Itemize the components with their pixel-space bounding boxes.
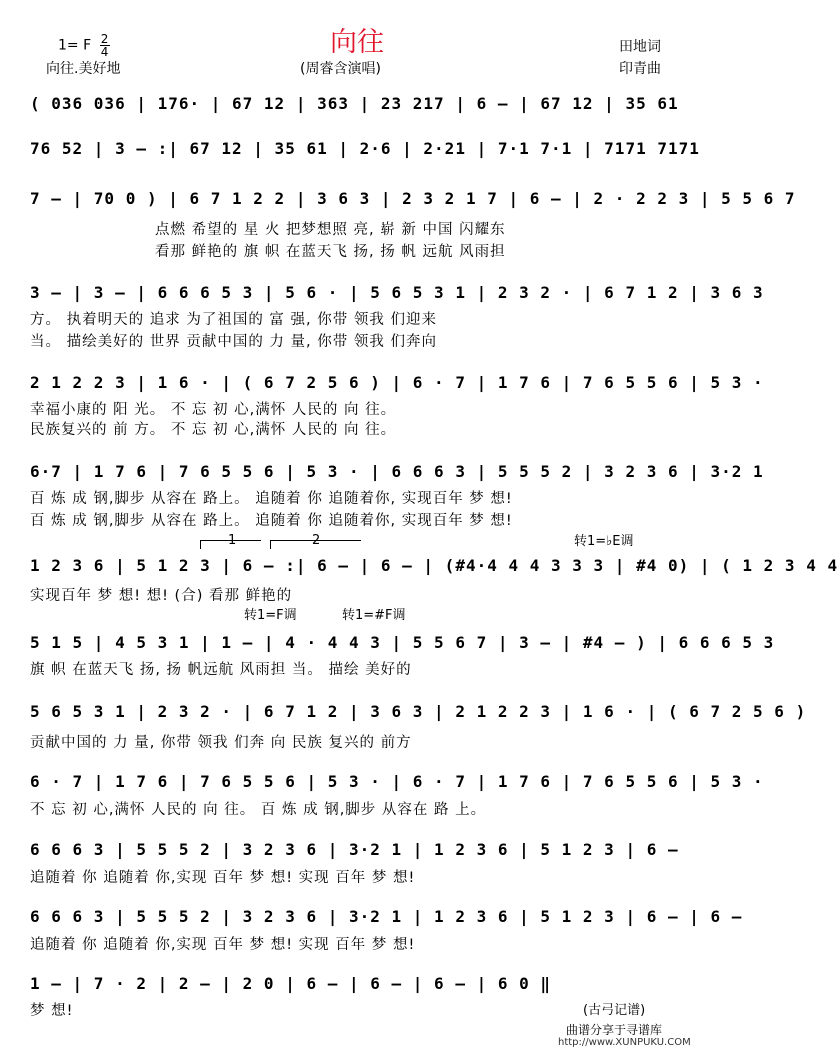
first-ending-number: 1 [228,533,237,548]
notation-line-4: 3 – | 3 – | 6 6 6 5 3 | 5 6 · | 5 6 5 3 1 | 2 3 2 · | 6 7 1 2 | 3 6 3 [30,283,764,302]
modulation-label-1: 转1=♭E调 [574,534,634,549]
notation-line-2: 76 52 | 3 – :| 67 12 | 35 61 | 2·6 | 2·21 | 7·1 7·1 | 7171 7171 [30,139,700,158]
notation-line-1: ( 036 036 | 176· | 67 12 | 363 | 23 217 | 6 – | 67 12 | 35 61 [30,94,679,113]
lyric-line-3a: 点燃 希望的 星 火 把梦想照 亮, 崭 新 中国 闪耀东 [155,222,506,238]
lyric-line-6a: 百 炼 成 钢,脚步 从容在 路上。 追随着 你 追随着你, 实现百年 梦 想! [30,491,513,507]
lyric-line-6b: 百 炼 成 钢,脚步 从容在 路上。 追随着 你 追随着你, 实现百年 梦 想! [30,513,513,529]
modulation-label-2: 转1=F调 [244,608,297,623]
notation-line-7: 1 2 3 6 | 5 1 2 3 | 6 – :| 6 – | 6 – | (#4·4 4 4 3 3 3 | #4 0) | ( 1 2 3 4 4 [30,556,838,575]
notation-line-12: 6 6 6 3 | 5 5 5 2 | 3 2 3 6 | 3·2 1 | 1 2 3 6 | 5 1 2 3 | 6 – | 6 – [30,907,743,926]
second-ending-number: 2 [312,533,321,548]
footer-url: http://www.XUNPUKU.COM [558,1037,691,1048]
notation-line-8: 5 1 5 | 4 5 3 1 | 1 – | 4 · 4 4 3 | 5 5 6 7 | 3 – | #4 – ) | 6 6 6 5 3 [30,633,775,652]
lyric-line-9: 贡献中国的 力 量, 你带 领我 们奔 向 民族 复兴的 前方 [30,735,412,751]
lyric-line-3b: 看那 鲜艳的 旗 帜 在蓝天飞 扬, 扬 帆 远航 风雨担 [155,244,506,260]
composer-label: 印青曲 [619,61,661,77]
lyric-line-8: 旗 帜 在蓝天飞 扬, 扬 帆远航 风雨担 当。 描绘 美好的 [30,662,412,678]
notation-line-13: 1 – | 7 · 2 | 2 – | 2 0 | 6 – | 6 – | 6 – | 6 0 ‖ [30,974,552,993]
lyric-line-12: 追随着 你 追随着 你,实现 百年 梦 想! 实现 百年 梦 想! [30,937,416,953]
notation-line-3: 7 – | 70 0 ) | 6 7 1 2 2 | 3 6 3 | 2 3 2 1 7 | 6 – | 2 · 2 2 3 | 5 5 6 7 [30,189,796,208]
song-title: 向往 [330,27,384,58]
notation-line-10: 6 · 7 | 1 7 6 | 7 6 5 5 6 | 5 3 · | 6 · 7 | 1 7 6 | 7 6 5 5 6 | 5 3 · [30,772,764,791]
time-denominator: 4 [100,45,109,59]
lyric-line-10: 不 忘 初 心,满怀 人民的 向 往。 百 炼 成 钢,脚步 从容在 路 上。 [30,802,487,818]
modulation-label-3: 转1=#F调 [342,608,406,623]
lyric-line-7: 实现百年 梦 想! 想! (合) 看那 鲜艳的 [30,588,293,604]
time-signature [100,33,110,58]
notation-line-5: 2 1 2 2 3 | 1 6 · | ( 6 7 2 5 6 ) | 6 · 7 | 1 7 6 | 7 6 5 5 6 | 5 3 · [30,373,764,392]
style-label: 向往.美好地 [46,61,121,77]
notation-line-11: 6 6 6 3 | 5 5 5 2 | 3 2 3 6 | 3·2 1 | 1 2 3 6 | 5 1 2 3 | 6 – [30,840,679,859]
footer-source: 曲谱分享于寻谱库 [566,1023,663,1037]
lyric-line-13: 梦 想! [30,1003,74,1019]
transcriber-credit: (古弓记谱) [583,1003,646,1018]
key-label: 1= F [58,37,92,54]
lyricist-label: 田地词 [619,39,661,55]
lyric-line-11: 追随着 你 追随着 你,实现 百年 梦 想! 实现 百年 梦 想! [30,870,416,886]
lyric-line-5b: 民族复兴的 前 方。 不 忘 初 心,满怀 人民的 向 往。 [30,422,397,438]
lyric-line-5a: 幸福小康的 阳 光。 不 忘 初 心,满怀 人民的 向 往。 [30,402,397,418]
lyric-line-4a: 方。 执着明天的 追求 为了祖国的 富 强, 你带 领我 们迎来 [30,312,437,328]
time-numerator: 2 [100,32,109,46]
notation-line-9: 5 6 5 3 1 | 2 3 2 · | 6 7 1 2 | 3 6 3 | 2 1 2 2 3 | 1 6 · | ( 6 7 2 5 6 ) [30,702,807,721]
notation-line-6: 6·7 | 1 7 6 | 7 6 5 5 6 | 5 3 · | 6 6 6 3 | 5 5 5 2 | 3 2 3 6 | 3·2 1 [30,462,764,481]
lyric-line-4b: 当。 描绘美好的 世界 贡献中国的 力 量, 你带 领我 们奔向 [30,334,437,350]
performer-label: (周睿含演唱) [300,61,381,77]
key-signature [58,33,110,58]
